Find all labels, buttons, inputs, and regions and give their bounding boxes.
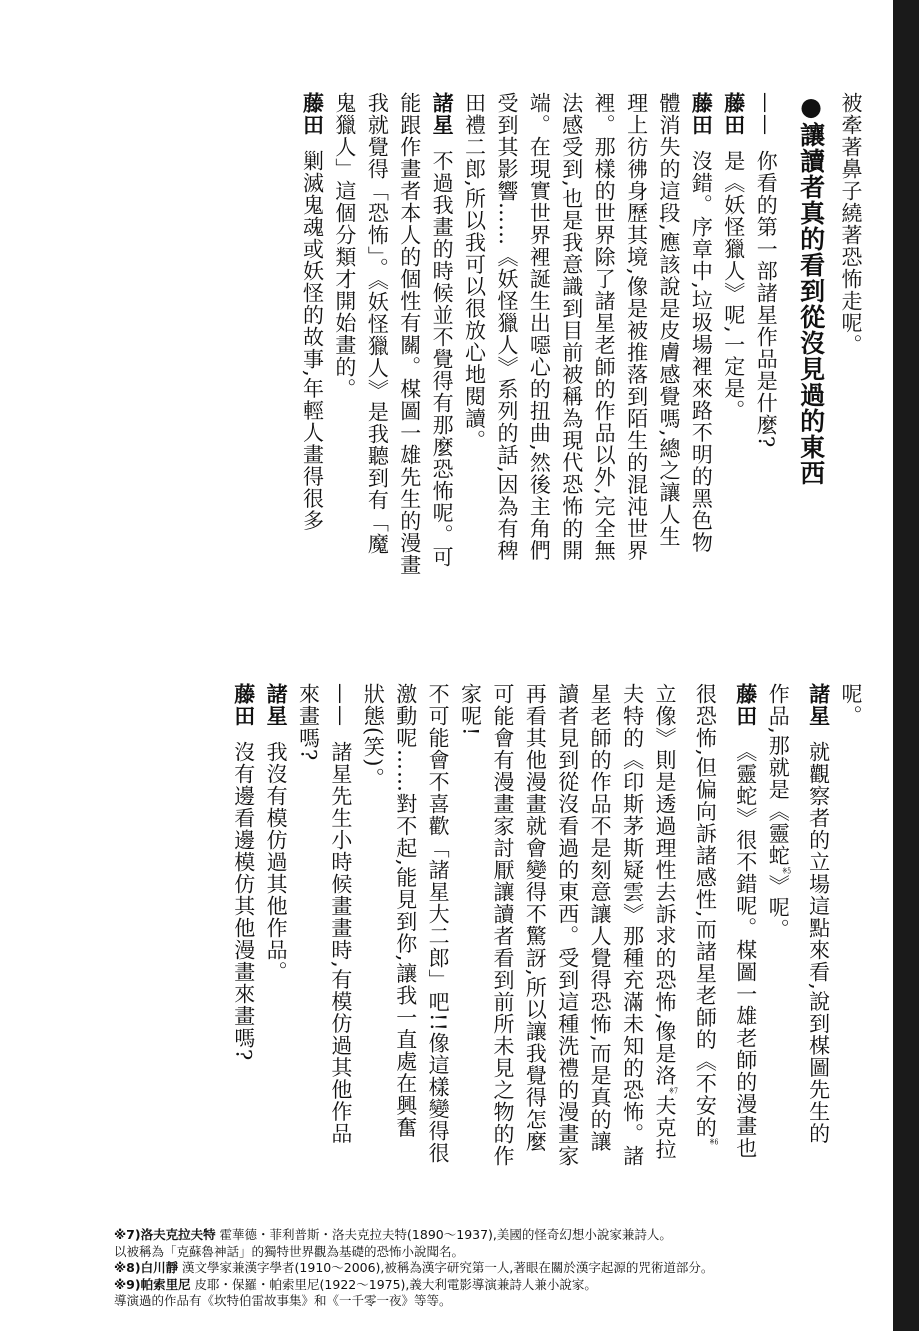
text-line <box>649 683 689 1161</box>
text-line: 不可能會不喜歡「諸星大二郎」吧!!像這樣變得很 <box>426 683 451 1164</box>
paragraph-fujita-2 <box>685 92 717 652</box>
text-line: 端。在現實世界裡誕生出噁心的扭曲,然後主角們 <box>527 92 552 562</box>
question-dash: —— <box>754 92 779 136</box>
paragraph-text: 我沒有模仿過其他作品。 <box>264 741 289 983</box>
text-line: 狀態(笑)。 <box>361 683 386 790</box>
paragraph-morohoshi-3 <box>260 683 292 1113</box>
text-line: 能跟作畫者本人的個性有關。楳圖一雄先生的漫畫 <box>397 92 422 576</box>
text-segment: 立像》則是透過理性去訴求的恐怖,像是洛 <box>652 683 677 1087</box>
text-line: 剿滅鬼魂或妖怪的故事,年輕人畫得很多 <box>300 150 325 532</box>
speaker-label: 諸星 <box>806 683 831 727</box>
footnote-8 <box>114 1260 804 1277</box>
page-edge-bar <box>893 0 919 1331</box>
footnote-9-continued: 導演過的作品有《坎特伯雷故事集》和《一千零一夜》等等。 <box>114 1293 452 1308</box>
footnote-text: 霍華德・菲利普斯・洛夫克拉夫特(1890〜1937),美國的怪奇幻想小說家兼詩人。 <box>215 1227 672 1242</box>
text-line: 不過我畫的時候並不覺得有那麼恐怖呢。可 <box>430 150 455 568</box>
footnote-marker: ※7 <box>669 1086 678 1095</box>
text-line: 再看其他漫畫就會變得不驚訝,所以讓我覺得怎麼 <box>523 683 548 1153</box>
text-line: 可能會有漫畫家討厭讓讀者看到前所未見之物的作 <box>490 683 515 1167</box>
footnote-9 <box>114 1277 804 1294</box>
text-segment: 很恐怖,但偏向訴諸感性,而諸星老師的《不安的 <box>693 683 718 1139</box>
speaker-label: 藤田 <box>721 92 746 136</box>
text-line: 受到其影響……《妖怪獵人》系列的話,因為有稗 <box>494 92 519 562</box>
speaker-label: 藤田 <box>300 92 325 136</box>
paragraph-morohoshi-2 <box>802 683 834 1145</box>
speaker-label: 藤田 <box>689 92 714 136</box>
text-line: 理上彷彿身歷其境,像是被推落到陌生的混沌世界 <box>624 92 649 562</box>
text-line: 夫特的《印斯茅斯疑雲》那種充滿未知的恐怖。諸 <box>620 683 645 1167</box>
paragraph-fujita-4 <box>729 683 761 1159</box>
question-dash: —— <box>328 683 353 727</box>
text-line: 家呢! <box>458 683 483 737</box>
paragraph-fujita-1 <box>717 92 749 652</box>
paragraph-fujita-5 <box>227 683 259 1113</box>
paragraph-text: 沒有邊看邊模仿其他漫畫來畫嗎? <box>231 741 256 1062</box>
question-text: 你看的第一部諸星作品是什麼? <box>754 150 779 449</box>
text-line <box>762 683 802 1113</box>
speaker-label: 藤田 <box>733 683 758 727</box>
continued-line: 呢。 <box>839 683 863 727</box>
text-line: 來畫嗎? <box>296 683 321 762</box>
text-line: 星老師的作品不是刻意讓人覺得恐怖,而是真的讓 <box>588 683 613 1153</box>
text-line: 法感受到,也是我意識到目前被稱為現代恐怖的開 <box>559 92 584 562</box>
footnote-marker: ※6 <box>709 1138 719 1147</box>
text-line: 裡。那樣的世界除了諸星老師的作品以外,完全無 <box>592 92 617 562</box>
speaker-label: 藤田 <box>231 683 256 727</box>
text-line: 諸星先生小時候畫畫時,有模仿過其他作品 <box>328 741 353 1145</box>
footnote-marker: ※5 <box>782 866 792 875</box>
bottom-text-column <box>227 683 867 1167</box>
text-line: 《靈蛇》很不錯呢。楳圖一雄老師的漫畫也 <box>733 741 758 1159</box>
footnote-7-continued: 以被稱為「克蘇魯神話」的獨特世界觀為基礎的恐怖小說聞名。 <box>114 1243 465 1259</box>
text-segment: 作品,那就是《靈蛇 <box>766 683 791 867</box>
speaker-label: 諸星 <box>264 683 289 727</box>
footnote-mark: ※7) <box>114 1227 141 1242</box>
footnote-text: 皮耶・保羅・帕索里尼(1922〜1975),義大利電影導演兼詩人兼小說家。 <box>190 1276 597 1292</box>
text-line: 鬼獵人」這個分類才開始畫的。 <box>332 92 357 400</box>
text-line: 就觀察者的立場這點來看,說到楳圖先生的 <box>806 741 831 1145</box>
lead-line: 被牽著鼻子繞著恐怖走呢。 <box>839 92 863 356</box>
section-heading: ●讓讀者真的看到從沒見過的東西 <box>796 92 826 486</box>
text-line: 我就覺得「恐怖」。《妖怪獵人》是我聽到有「魔 <box>365 92 390 555</box>
text-line: 田禮二郎,所以我可以很放心地閱讀。 <box>462 92 487 452</box>
text-segment: 》呢。 <box>766 874 791 941</box>
footnote-term: 帕索里尼 <box>140 1276 191 1292</box>
top-text-column <box>296 92 867 652</box>
text-line: 激動呢……對不起,能見到你,讓我一直處在興奮 <box>393 683 418 1139</box>
text-line <box>689 683 729 1147</box>
footnote-term: 白川靜 <box>140 1260 179 1275</box>
text-segment: 夫克拉 <box>652 1094 677 1161</box>
footnotes <box>114 1227 804 1310</box>
interviewer-question <box>750 92 782 652</box>
interviewer-question-2 <box>325 683 357 1145</box>
footnote-mark: ※9) <box>114 1276 141 1292</box>
paragraph-fujita-3 <box>296 92 328 652</box>
footnote-term: 洛夫克拉夫特 <box>140 1227 216 1242</box>
paragraph-text: 是《妖怪獵人》呢,一定是。 <box>721 150 746 422</box>
paragraph-morohoshi-1 <box>426 92 458 652</box>
text-line: 沒錯。序章中,垃圾場裡來路不明的黑色物 <box>689 150 714 554</box>
footnote-7 <box>114 1227 804 1244</box>
text-line: 體消失的這段,應該說是皮膚感覺嗎,總之讓人生 <box>656 92 681 548</box>
text-line: 讀者見到從沒看過的東西。受到這種洗禮的漫畫家 <box>555 683 580 1167</box>
footnote-mark: ※8) <box>114 1260 141 1275</box>
footnote-text: 漢文學家兼漢字學者(1910〜2006),被稱為漢字研究第一人,著眼在關於漢字起源的咒術道部分。 <box>178 1260 714 1275</box>
speaker-label: 諸星 <box>430 92 455 136</box>
